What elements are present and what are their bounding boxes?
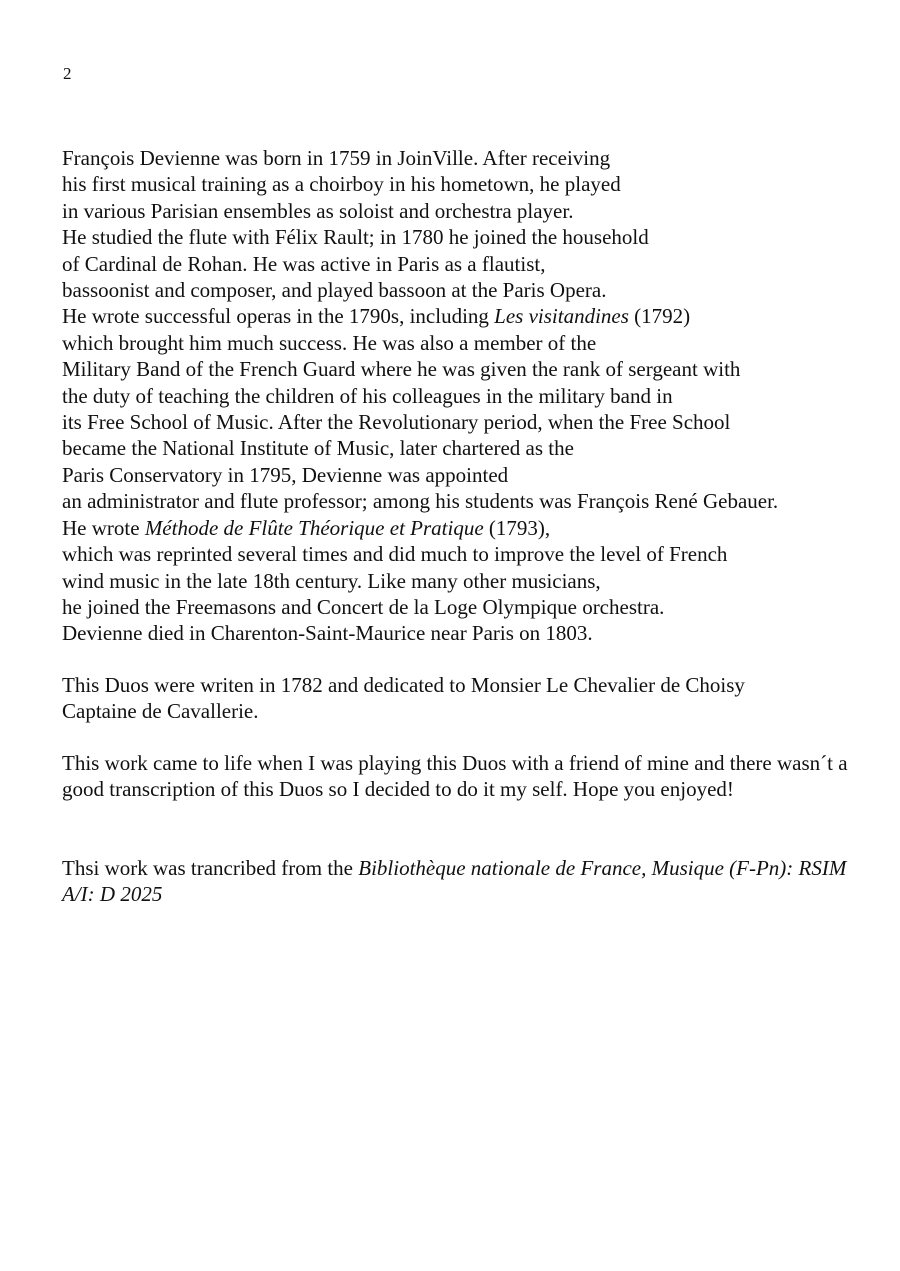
- dedication-line: Captaine de Cavallerie.: [62, 699, 259, 724]
- bio-line: Military Band of the French Guard where he was given the rank of sergeant with: [62, 357, 741, 382]
- dedication-paragraph: [62, 672, 852, 725]
- bio-line: bassoonist and composer, and played bassoon at the Paris Opera.: [62, 278, 607, 303]
- method-title: Méthode de Flûte Théorique et Pratique: [144, 515, 484, 540]
- bio-line: François Devienne was born in 1759 in JoinVille. After receiving: [62, 146, 611, 170]
- bio-line: his first musical training as a choirboy in his hometown, he played: [62, 172, 621, 197]
- source-paragraph: [62, 855, 852, 908]
- bio-line-method: [62, 515, 862, 541]
- bio-line: he joined the Freemasons and Concert de la Loge Olympique orchestra.: [62, 594, 665, 619]
- page-number: 2: [63, 64, 72, 83]
- dedication-line: This Duos were writen in 1782 and dedicated to Monsier Le Chevalier de Choisy: [62, 673, 745, 697]
- operas-text-before: He wrote successful operas in the 1790s, including: [62, 304, 495, 329]
- bio-line: became the National Institute of Music, later chartered as the: [62, 436, 574, 461]
- bio-line: He studied the flute with Félix Rault; in 1780 he joined the household: [62, 225, 649, 250]
- bio-line: of Cardinal de Rohan. He was active in Paris as a flautist,: [62, 251, 546, 276]
- bio-line: wind music in the late 18th century. Like many other musicians,: [62, 568, 601, 593]
- method-text-after: (1793),: [483, 515, 551, 540]
- bio-line: which was reprinted several times and did much to improve the level of French: [62, 542, 728, 567]
- operas-text-after: (1792): [628, 304, 691, 329]
- bio-line: the duty of teaching the children of his colleagues in the military band in: [62, 383, 673, 408]
- source-citation: Bibliothèque nationale de France, Musique (F-Pn): RSIM A/I: D 2025: [62, 856, 847, 907]
- bio-line: Paris Conservatory in 1795, Devienne was appointed: [62, 462, 509, 487]
- bio-line: its Free School of Music. After the Revolutionary period, when the Free School: [62, 410, 731, 435]
- bio-line: which brought him much success. He was also a member of the: [62, 330, 597, 355]
- bio-line: Devienne died in Charenton-Saint-Maurice near Paris on 1803.: [62, 621, 593, 646]
- method-text-before: He wrote: [62, 515, 145, 540]
- bio-line-operas: [62, 303, 862, 329]
- source-prefix: Thsi work was trancribed from the: [62, 856, 359, 880]
- opera-title: Les visitandines: [494, 304, 629, 329]
- origin-paragraph: This work came to life when I was playing this Duos with a friend of mine and there wasn´t a good transcription of this Duos so I decided to do it my self. Hope you enjoyed!: [62, 751, 848, 802]
- bio-line: an administrator and flute professor; among his students was François René Gebauer.: [62, 489, 779, 514]
- bio-line: in various Parisian ensembles as soloist and orchestra player.: [62, 198, 574, 223]
- biography-paragraph: [62, 145, 862, 647]
